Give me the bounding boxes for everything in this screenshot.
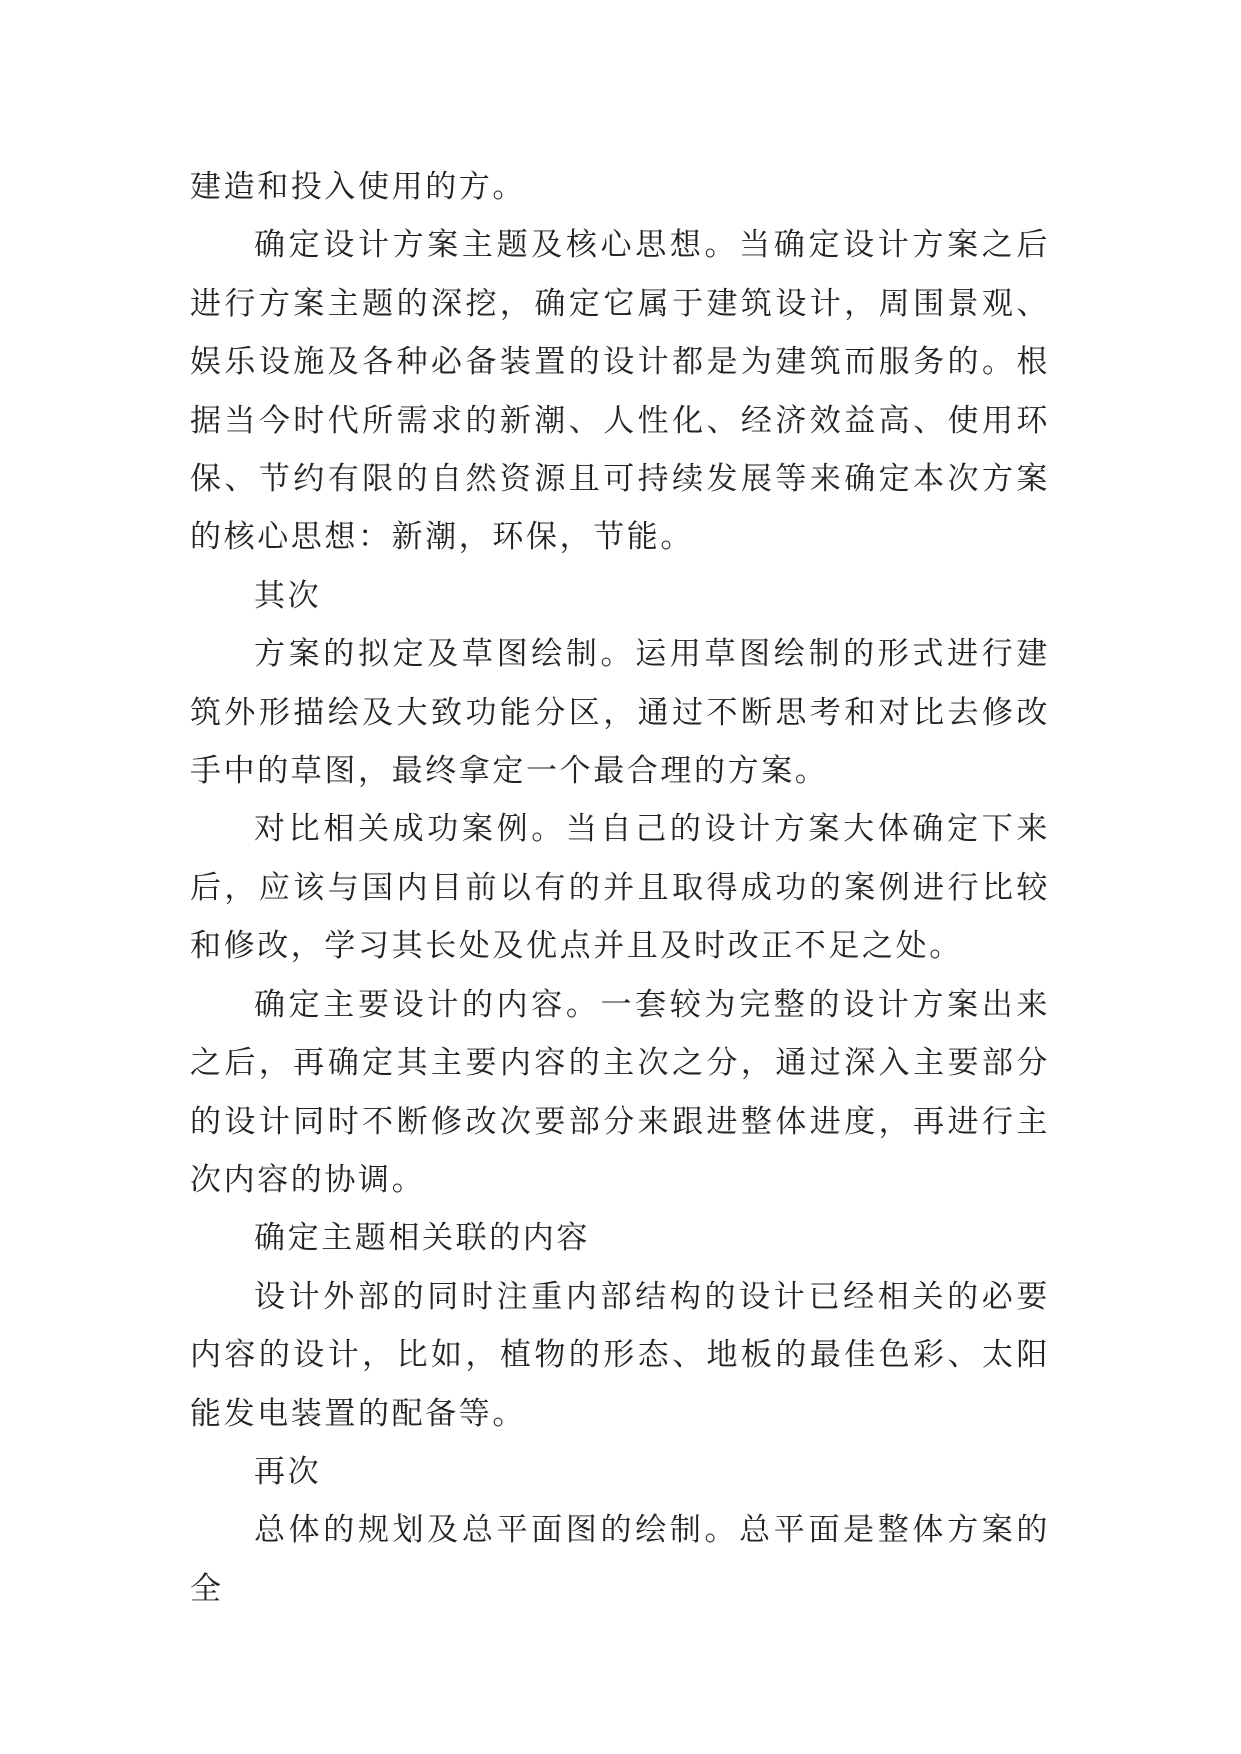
heading-thirdly: 再次 [254,1453,322,1490]
paragraph-sketch-drawing: 方案的拟定及草图绘制。运用草图绘制的形式进行建筑外形描绘及大致功能分区，通过不断思考和对比去修改手中的草图，最终拿定一个最合理的方案。 [190,636,1050,790]
paragraph-compare-cases: 对比相关成功案例。当自己的设计方案大体确定下来后，应该与国内目前以有的并且取得成功的案例进行比较和修改，学习其长处及优点并且及时改正不足之处。 [190,811,1050,965]
paragraph-theme-core-idea: 确定设计方案主题及核心思想。当确定设计方案之后进行方案主题的深挖，确定它属于建筑设计，周围景观、娱乐设施及各种必备装置的设计都是为建筑而服务的。根据当今时代所需求的新潮、人性化、经济效益高、使用环保、节约有限的自然资源且可持续发展等来确定本次方案的核心思想：新潮，环保，节能。 [190,227,1050,556]
paragraph-related-details: 设计外部的同时注重内部结构的设计已经相关的必要内容的设计，比如，植物的形态、地板的最佳色彩、太阳能发电装置的配备等。 [190,1278,1050,1432]
heading-secondly: 其次 [254,577,322,614]
body-text [190,158,1050,1618]
paragraph-main-content: 确定主要设计的内容。一套较为完整的设计方案出来之后，再确定其主要内容的主次之分，通过深入主要部分的设计同时不断修改次要部分来跟进整体进度，再进行主次内容的协调。 [190,986,1050,1198]
heading-related-content: 确定主题相关联的内容 [254,1220,590,1257]
paragraph-continuation: 建造和投入使用的方。 [190,169,526,205]
paragraph-master-plan: 总体的规划及总平面图的绘制。总平面是整体方案的全 [190,1512,1050,1607]
